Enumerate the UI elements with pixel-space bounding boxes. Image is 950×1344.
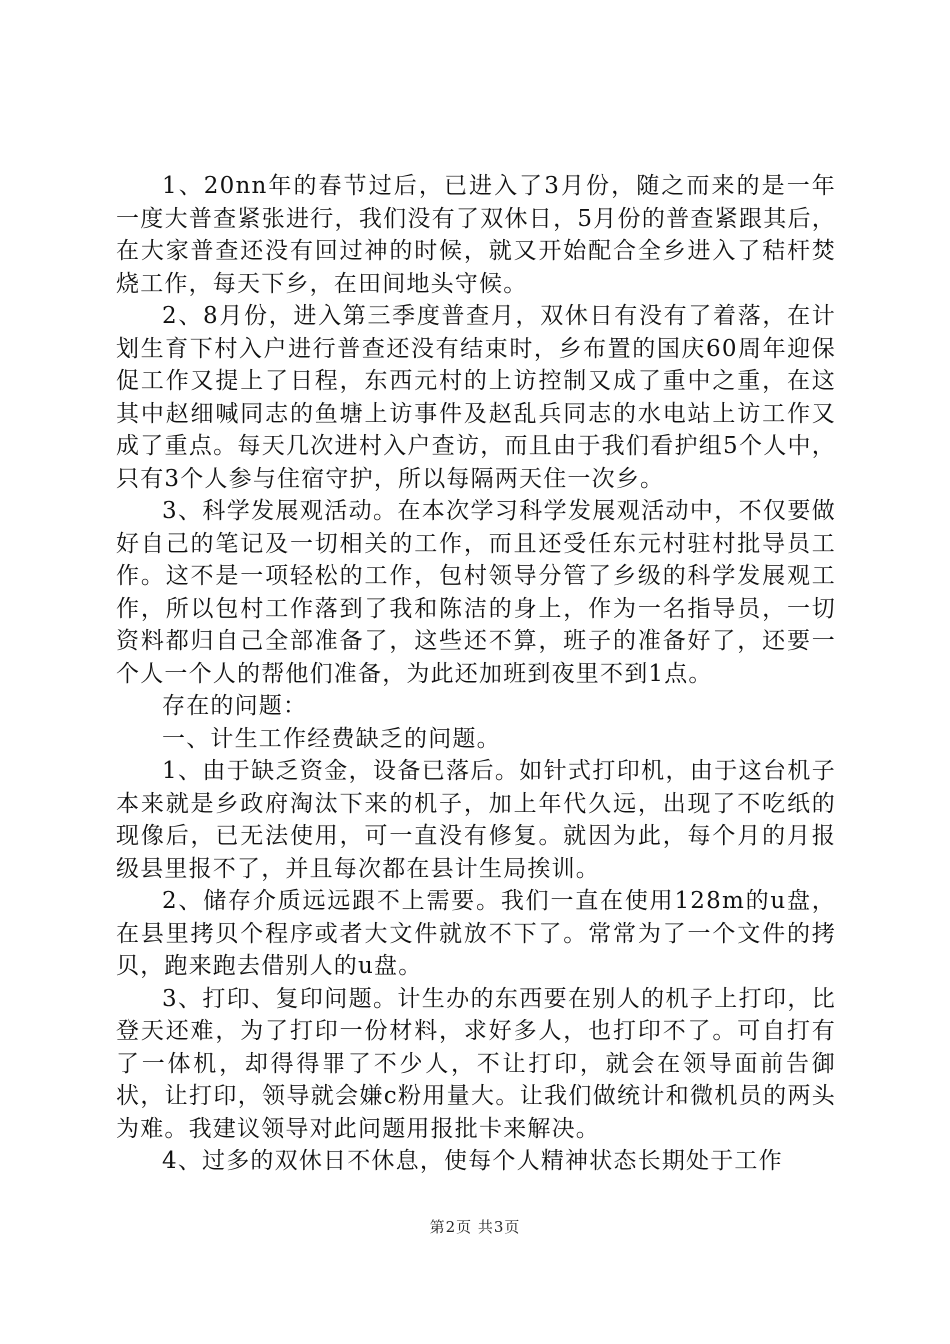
paragraph-4: 1、由于缺乏资金，设备已落后。如针式打印机，由于这台机子本来就是乡政府淘汰下来的机子，加上年代久远，出现了不吃纸的现像后，已无法使用，可一直没有修复。就因为此，每个月的月报级县里报不了，并且每次都在县计生局挨训。 — [116, 758, 836, 882]
document-body — [116, 170, 836, 1178]
paragraph-5: 2、储存介质远远跟不上需要。我们一直在使用128m的u盘，在县里拷贝个程序或者大文件就放不下了。常常为了一个文件的拷贝，跑来跑去借别人的u盘。 — [116, 888, 836, 979]
paragraph-6: 3、打印、复印问题。计生办的东西要在别人的机子上打印，比登天还难，为了打印一份材料，求好多人，也打印不了。可自打有了一体机，却得得罪了不少人，不让打印，就会在领导面前告御状，让打印，领导就会嫌c粉用量大。让我们做统计和微机员的两头为难。我建议领导对此问题用报批卡来解决。 — [116, 985, 836, 1142]
subsection-heading-funding: 一、计生工作经费缺乏的问题。 — [162, 725, 501, 752]
page-number-footer: 第2页 共3页 — [429, 1218, 521, 1236]
paragraph-3: 3、科学发展观活动。在本次学习科学发展观活动中，不仅要做好自己的笔记及一切相关的工作，而且还受任东元村驻村批导员工作。这不是一项轻松的工作，包村领导分管了乡级的科学发展观工作，所以包村工作落到了我和陈洁的身上，作为一名指导员，一切资料都归自己全部准备了，这些还不算，班子的准备好了，还要一个人一个人的帮他们准备，为此还加班到夜里不到1点。 — [116, 498, 836, 687]
paragraph-2: 2、8月份，进入第三季度普查月，双休日有没有了着落，在计划生育下村入户进行普查还没有结束时，乡布置的国庆60周年迎保促工作又提上了日程，东西元村的上访控制又成了重中之重，在这其中赵细喊同志的鱼塘上访事件及赵乱兵同志的水电站上访工作又成了重点。每天几次进村入户查访，而且由于我们看护组5个人中，只有3个人参与住宿守护，所以每隔两天住一次乡。 — [116, 303, 836, 492]
paragraph-1: 1、20nn年的春节过后，已进入了3月份，随之而来的是一年一度大普查紧张进行，我们没有了双休日，5月份的普查紧跟其后，在大家普查还没有回过神的时候，就又开始配合全乡进入了秸杆焚烧工作，每天下乡，在田间地头守候。 — [116, 173, 836, 297]
section-heading-problems: 存在的问题： — [162, 693, 308, 719]
paragraph-7: 4、过多的双休日不休息，使每个人精神状态长期处于工作 — [162, 1148, 783, 1174]
